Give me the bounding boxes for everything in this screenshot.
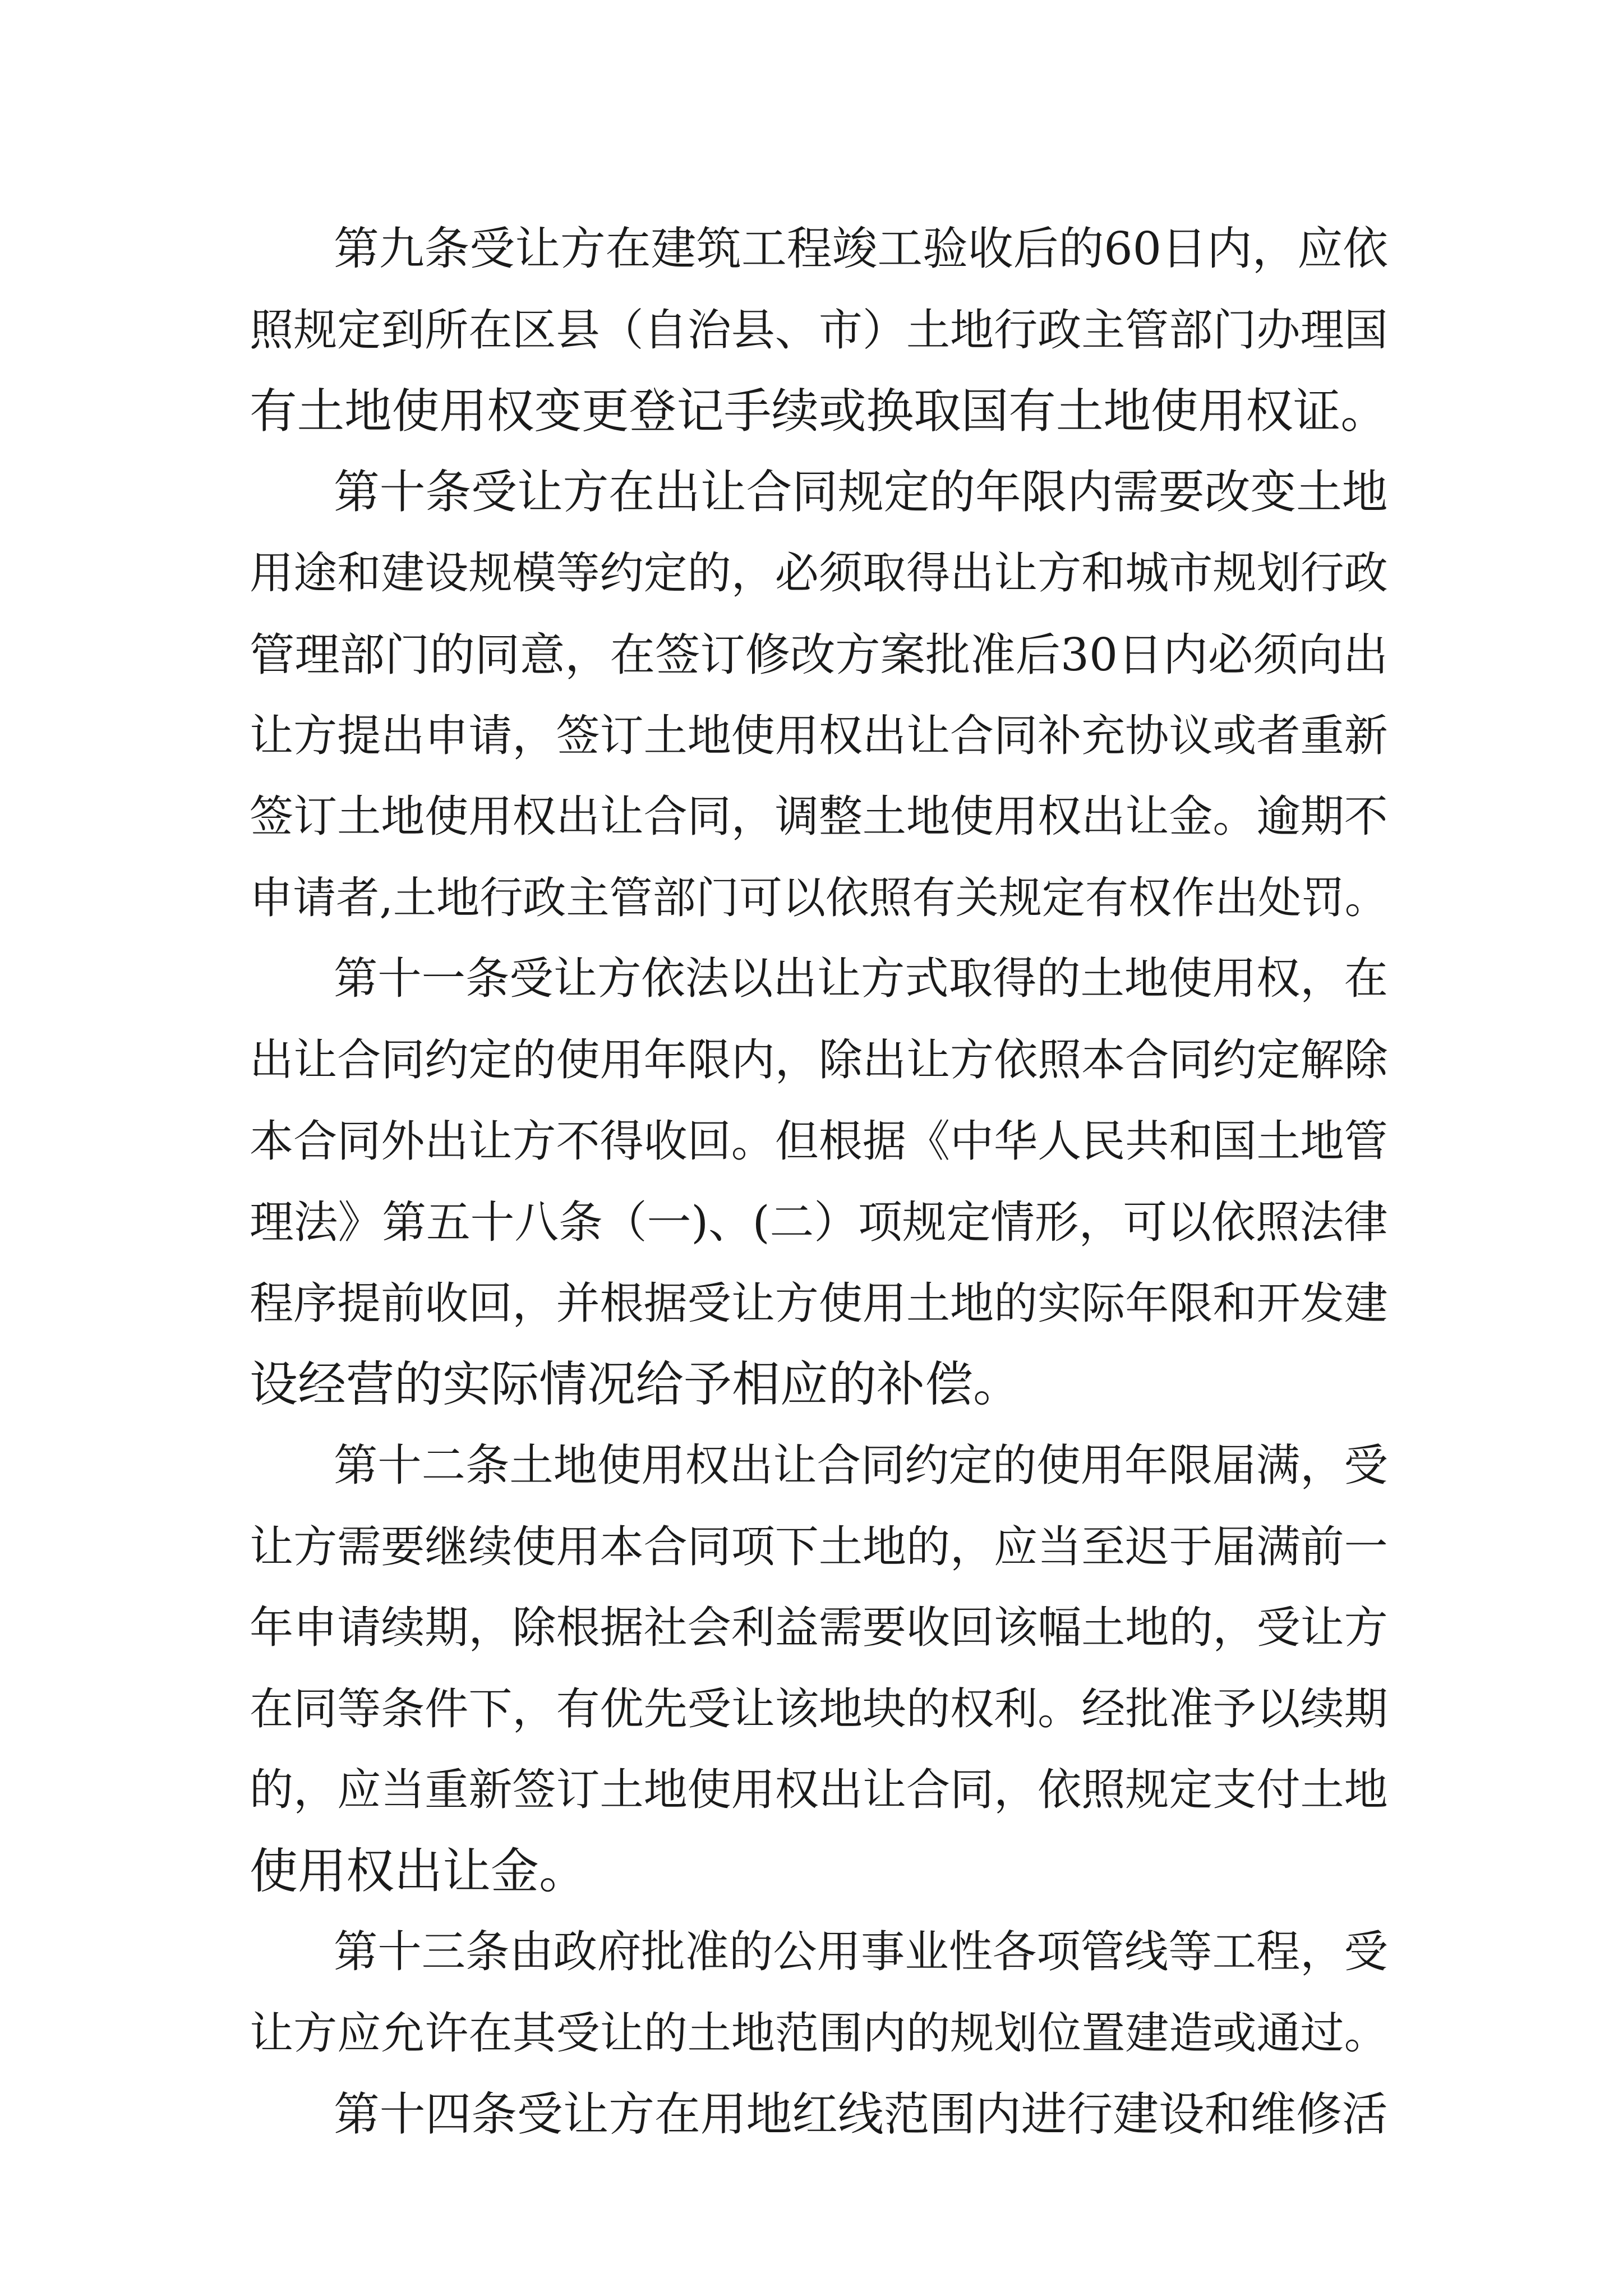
paragraph-line: 让方应允许在其受让的土地范围内的规划位置建造或通过。 bbox=[250, 2008, 1388, 2059]
paragraph-first-line: 第十二条土地使用权出让合同约定的使用年限届满，受 bbox=[334, 1439, 1388, 1491]
paragraph-line: 的，应当重新签订土地使用权出让合同，依照规定支付土地 bbox=[250, 1765, 1388, 1816]
paragraph-line: 程序提前收回，并根据受让方使用土地的实际年限和开发建 bbox=[250, 1278, 1388, 1329]
paragraph-line: 使用权出让金。 bbox=[250, 1843, 587, 1899]
paragraph-line: 出让合同约定的使用年限内，除出让方依照本合同约定解除 bbox=[250, 1034, 1388, 1085]
paragraph-first-line: 第十一条受让方依法以出让方式取得的土地使用权，在 bbox=[334, 953, 1388, 1005]
paragraph-line: 年申请续期，除根据社会利益需要收回该幅土地的，受让方 bbox=[250, 1603, 1388, 1654]
paragraph-line: 有土地使用权变更登记手续或换取国有土地使用权证。 bbox=[250, 383, 1388, 439]
paragraph-line: 签订土地使用权出让合同，调整土地使用权出让金。逾期不 bbox=[250, 792, 1388, 843]
paragraph-first-line: 第十四条受让方在用地红线范围内进行建设和维修活 bbox=[334, 2087, 1388, 2141]
paragraph-line: 理法》第五十八条（一)、(二）项规定情形，可以依照法律 bbox=[250, 1197, 1388, 1249]
paragraph-line: 申请者,土地行政主管部门可以依照有关规定有权作出处罚。 bbox=[250, 872, 1388, 923]
paragraph-line: 本合同外出让方不得收回。但根据《中华人民共和国土地管 bbox=[250, 1116, 1388, 1167]
paragraph-first-line: 第十三条由政府批准的公用事业性各项管线等工程，受 bbox=[334, 1926, 1388, 1978]
paragraph-line: 设经营的实际情况给予相应的补偿。 bbox=[250, 1356, 1021, 1413]
contract-text-block bbox=[250, 209, 1388, 2155]
paragraph-line: 让方需要继续使用本合同项下土地的，应当至迟于届满前一 bbox=[250, 1521, 1388, 1572]
paragraph-line: 在同等条件下，有优先受让该地块的权利。经批准予以续期 bbox=[250, 1683, 1388, 1734]
paragraph-line: 管理部门的同意，在签订修改方案批准后30日内必须向出 bbox=[250, 628, 1389, 681]
paragraph-line: 照规定到所在区县（自治县、市）土地行政主管部门办理国 bbox=[250, 305, 1388, 356]
paragraph-line: 用途和建设规模等约定的，必须取得出让方和城市规划行政 bbox=[250, 548, 1388, 599]
paragraph-line: 让方提出申请，签订土地使用权出让合同补充协议或者重新 bbox=[250, 710, 1388, 761]
paragraph-first-line: 第九条受让方在建筑工程竣工验收后的60日内，应依 bbox=[334, 223, 1388, 275]
paragraph-first-line: 第十条受让方在出让合同规定的年限内需要改变土地 bbox=[334, 465, 1388, 519]
